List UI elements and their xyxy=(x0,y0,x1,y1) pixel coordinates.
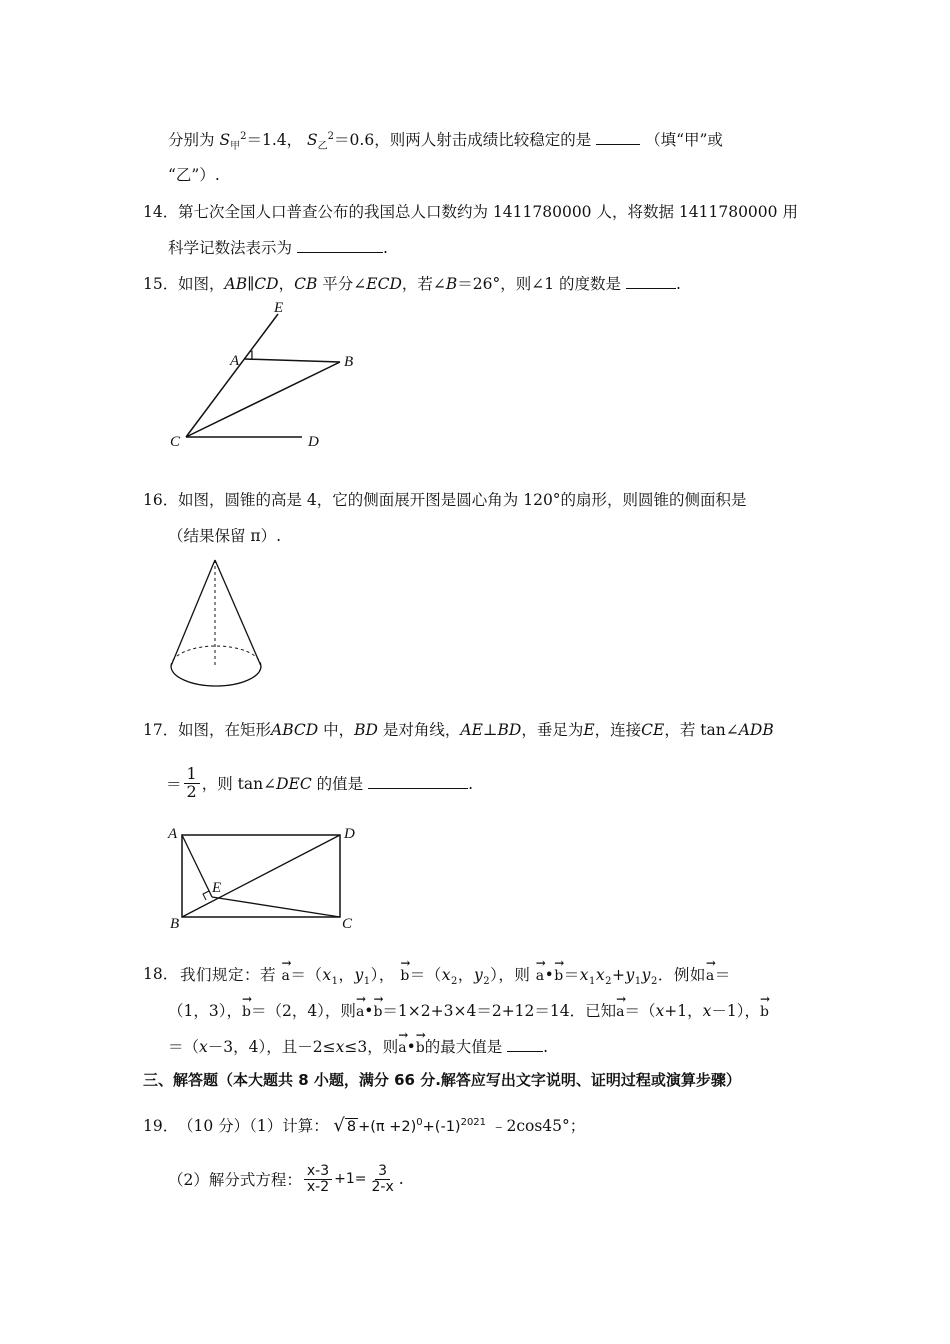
q18-line1: 我们规定：若 → $a=(x_1$，$y_1$）， → $b=(x_2$，$y_2$），则 → a•→ $b=x_1x_2+y_1y_2$．例如→ a＝ xyxy=(180,962,731,987)
cone-base-back xyxy=(171,646,261,666)
q15-ecd: ECD xyxy=(366,275,402,293)
q13-s2-sub: 乙 xyxy=(317,141,328,153)
vector-a: → a xyxy=(536,962,545,984)
q14-answer-blank[interactable] xyxy=(297,238,383,253)
q18-l2c: ＝1×2+3×4＝2+12＝14．已知 xyxy=(382,1002,617,1020)
q13-s1-sub: 甲 xyxy=(230,141,241,153)
label-d: D xyxy=(308,434,319,450)
label-e: E xyxy=(212,880,222,896)
q18-l1b: ＝（ xyxy=(290,966,323,984)
label-a: A xyxy=(230,353,240,369)
q19-mid: +1= xyxy=(334,1171,367,1188)
q18-dot: • xyxy=(544,966,555,984)
label-1: 1 xyxy=(248,348,256,364)
q17-eq: ＝ xyxy=(166,775,182,794)
q14-line2 xyxy=(168,236,388,258)
q15-number: 15． xyxy=(143,275,179,293)
q17-frac-num: 1 xyxy=(184,766,200,784)
q18-ps2: 2 xyxy=(605,976,613,988)
cone-left-edge xyxy=(171,560,215,666)
q15-t4: ，若∠ xyxy=(401,275,446,293)
q15-text xyxy=(178,272,681,294)
q17-t1: 如图，在矩形 xyxy=(178,721,272,739)
q18-xv3: x xyxy=(199,1038,208,1056)
q17-t5: ，连接 xyxy=(594,721,642,739)
q18-comma2: ， xyxy=(457,966,474,984)
q18-xv2: x xyxy=(702,1002,712,1020)
q13-pre: 分别为 xyxy=(168,131,215,149)
q17-answer-blank[interactable] xyxy=(368,774,468,789)
vector-a: → a xyxy=(706,962,715,984)
q19-sqrt-arg: 8 xyxy=(346,1119,357,1135)
right-angle-mark xyxy=(203,891,209,900)
vector-a: → a xyxy=(616,998,624,1020)
q18-answer-blank[interactable] xyxy=(507,1037,543,1052)
q19-f1-num: x-3 xyxy=(304,1164,332,1180)
q15-parallel: ∥ xyxy=(247,275,255,293)
q17-t2: 中， xyxy=(318,721,355,739)
q18-l3c: ≤3，则 xyxy=(344,1038,399,1056)
q17-e: E xyxy=(583,721,595,739)
q17-adb: ADB xyxy=(738,721,774,739)
vector-a: → a xyxy=(281,962,290,984)
q16-line2: （结果保留 π）. xyxy=(168,527,282,545)
q18-l1d: ＝（ xyxy=(409,966,442,984)
q19-f1-den: x-2 xyxy=(306,1178,330,1195)
q15-answer-blank[interactable] xyxy=(626,274,676,289)
q18-line2 xyxy=(168,998,769,1021)
q18-l1c: ）， xyxy=(370,966,395,984)
q17-t3: 是对角线， xyxy=(377,721,461,739)
q15-t1: 如图， xyxy=(178,275,225,293)
q19-p1: +(π +2) xyxy=(358,1119,417,1135)
line-ce xyxy=(212,897,340,917)
q18-l3d: 的最大值是 xyxy=(424,1038,503,1056)
q18-ps1: 1 xyxy=(589,976,596,988)
q17-rectangle-figure xyxy=(160,820,370,935)
q13-s2: S xyxy=(307,131,318,149)
q18-l2b: ＝（2，4），则 xyxy=(250,1002,356,1020)
q19-fraction2 xyxy=(369,1164,397,1194)
q18-sub2: 2 xyxy=(451,976,458,988)
line-ab xyxy=(245,359,340,362)
q15-ab: AB xyxy=(224,275,248,293)
q18-px2: x xyxy=(595,966,606,984)
q13-s1-sup: 2 xyxy=(240,130,247,142)
q15-t2: ， xyxy=(278,275,295,293)
q15-figure xyxy=(160,300,380,460)
q16-line1: 如图，圆锥的高是 4，它的侧面展开图是圆心角为 120°的扇形，则圆锥的侧面积是 xyxy=(178,491,747,509)
q18-y2: y xyxy=(473,966,484,984)
q17-t7: ，则 tan∠ xyxy=(201,775,277,794)
q18-ps4: 2 xyxy=(650,976,658,988)
q18-py2: y xyxy=(641,966,651,984)
sqrt-icon: √ xyxy=(333,1115,345,1136)
q19-p2: +(-1) xyxy=(422,1119,461,1135)
q19-f2-den: 2-x xyxy=(371,1178,394,1195)
q17-frac-den: 2 xyxy=(186,781,197,801)
q17-fraction xyxy=(184,766,200,801)
q13-s2-val: ＝0.6，则两人射击成绩比较稳定的是 xyxy=(334,131,592,149)
vector-a: → a xyxy=(398,1034,406,1056)
q15-cd: CD xyxy=(254,275,279,293)
q19-fraction1 xyxy=(304,1164,332,1194)
q14-line2-end: . xyxy=(382,239,388,257)
q13-line1 xyxy=(168,128,723,152)
q18-l1g: ．例如 xyxy=(657,966,706,984)
q18-x1: x xyxy=(322,966,332,984)
q13-s1-val: ＝1.4， xyxy=(246,131,303,149)
q19-f2-num: 3 xyxy=(375,1164,390,1180)
q17-t9: . xyxy=(468,775,473,794)
q19-exp2021: 2021 xyxy=(460,1117,487,1129)
q18-ps3: 1 xyxy=(634,976,642,988)
vector-b: → b xyxy=(400,962,409,984)
vector-b: → b xyxy=(242,998,251,1020)
q18-xv1: x xyxy=(655,1002,665,1020)
q18-dot: • xyxy=(406,1038,416,1056)
q17-dec: DEC xyxy=(276,775,312,794)
q16-number: 16． xyxy=(143,491,179,509)
q18-comma1: ， xyxy=(338,966,355,984)
q18-sub1b: 1 xyxy=(363,976,371,988)
line-ae xyxy=(182,835,212,897)
cone-base-front xyxy=(171,666,261,686)
q18-py1: y xyxy=(625,966,635,984)
q17-perp: ⊥ xyxy=(482,721,498,739)
q15-t6: . xyxy=(675,275,681,293)
q17-t4: ，垂足为 xyxy=(521,721,584,739)
q17-line1 xyxy=(178,718,774,740)
q19-exp0: 0 xyxy=(416,1117,423,1129)
q16-cone-figure xyxy=(160,552,280,692)
label-d: D xyxy=(344,826,355,842)
q18-number: 18． xyxy=(143,965,179,983)
q15-b: B xyxy=(445,275,458,293)
label-e: E xyxy=(274,300,284,316)
q14-line1: 第七次全国人口普查公布的我国总人口数约为 1411780000 人，将数据 1411780000 用 xyxy=(178,203,798,221)
label-c: C xyxy=(170,434,181,450)
q17-ce: CE xyxy=(641,721,665,739)
q18-l1a: 我们规定：若 xyxy=(180,966,277,984)
vector-b: → b xyxy=(554,962,563,984)
q18-l3e: . xyxy=(543,1038,549,1056)
q17-number: 17． xyxy=(143,721,179,739)
q18-l2d: ＝（ xyxy=(624,1002,656,1020)
q17-bd: BD xyxy=(354,721,378,739)
q15-t3: 平分∠ xyxy=(317,275,367,293)
q18-y1: y xyxy=(354,966,364,984)
q18-sub2b: 2 xyxy=(483,976,491,988)
q17-abcd: ABCD xyxy=(271,721,319,739)
q13-answer-blank[interactable] xyxy=(596,130,640,145)
q19-score: （10 分）（1）计算： xyxy=(178,1117,329,1135)
q13-s1: S xyxy=(219,131,231,149)
cone-right-edge xyxy=(215,560,261,666)
q18-dot: • xyxy=(364,1002,374,1020)
q17-ae: AE xyxy=(460,721,483,739)
q18-l3b: －3，4），且－2≤ xyxy=(207,1038,336,1056)
q18-l2f: －1）， xyxy=(711,1002,760,1020)
q13-s2-sup: 2 xyxy=(327,130,335,142)
q18-x2: x xyxy=(441,966,452,984)
label-b: B xyxy=(344,354,354,370)
q14-line2-text: 科学记数法表示为 xyxy=(168,239,293,257)
q13-post: （填“甲”或 xyxy=(645,131,723,149)
vector-a: → a xyxy=(356,998,364,1020)
q18-l1e: ），则 xyxy=(490,966,531,984)
q17-line2 xyxy=(166,766,473,801)
section-3-heading: 三、解答题（本大题共 8 小题，满分 66 分.解答应写出文字说明、证明过程或演算步骤） xyxy=(143,1071,741,1089)
q19-part2 xyxy=(168,1164,404,1194)
q18-xv4: x xyxy=(335,1038,345,1056)
q19-part1 xyxy=(178,1114,585,1136)
q18-px1: x xyxy=(579,966,590,984)
q15-t5: ＝26°，则∠1 的度数是 xyxy=(457,275,622,293)
q18-l1f: ＝ xyxy=(563,966,580,984)
q18-sub1: 1 xyxy=(331,976,339,988)
q18-l3a: ＝（ xyxy=(168,1038,200,1056)
line-ce xyxy=(186,314,278,437)
q17-bd2: BD xyxy=(497,721,522,739)
vector-b: → b xyxy=(760,998,769,1020)
q18-l2a: （1，3）， xyxy=(168,1002,242,1020)
label-b: B xyxy=(170,916,180,932)
q17-t8: 的值是 xyxy=(311,775,364,794)
q18-l1h: ＝ xyxy=(714,966,731,984)
label-a: A xyxy=(168,826,178,842)
q17-t6: ，若 tan∠ xyxy=(664,721,739,739)
q19-p3: ﹣2cos45°； xyxy=(486,1117,586,1135)
q19-part2-label: （2）解分式方程： xyxy=(168,1171,302,1190)
q15-cb: CB xyxy=(294,275,318,293)
label-c: C xyxy=(342,916,353,932)
line-cb xyxy=(186,362,340,437)
vector-b: → b xyxy=(416,1034,425,1056)
q19-number: 19． xyxy=(143,1117,179,1135)
q14-number: 14． xyxy=(143,203,179,221)
q13-line2: “乙”）. xyxy=(168,166,220,184)
q19-end: . xyxy=(398,1170,404,1189)
q18-line3 xyxy=(168,1034,548,1057)
q18-l2e: +1， xyxy=(664,1002,703,1020)
vector-b: → b xyxy=(373,998,382,1020)
